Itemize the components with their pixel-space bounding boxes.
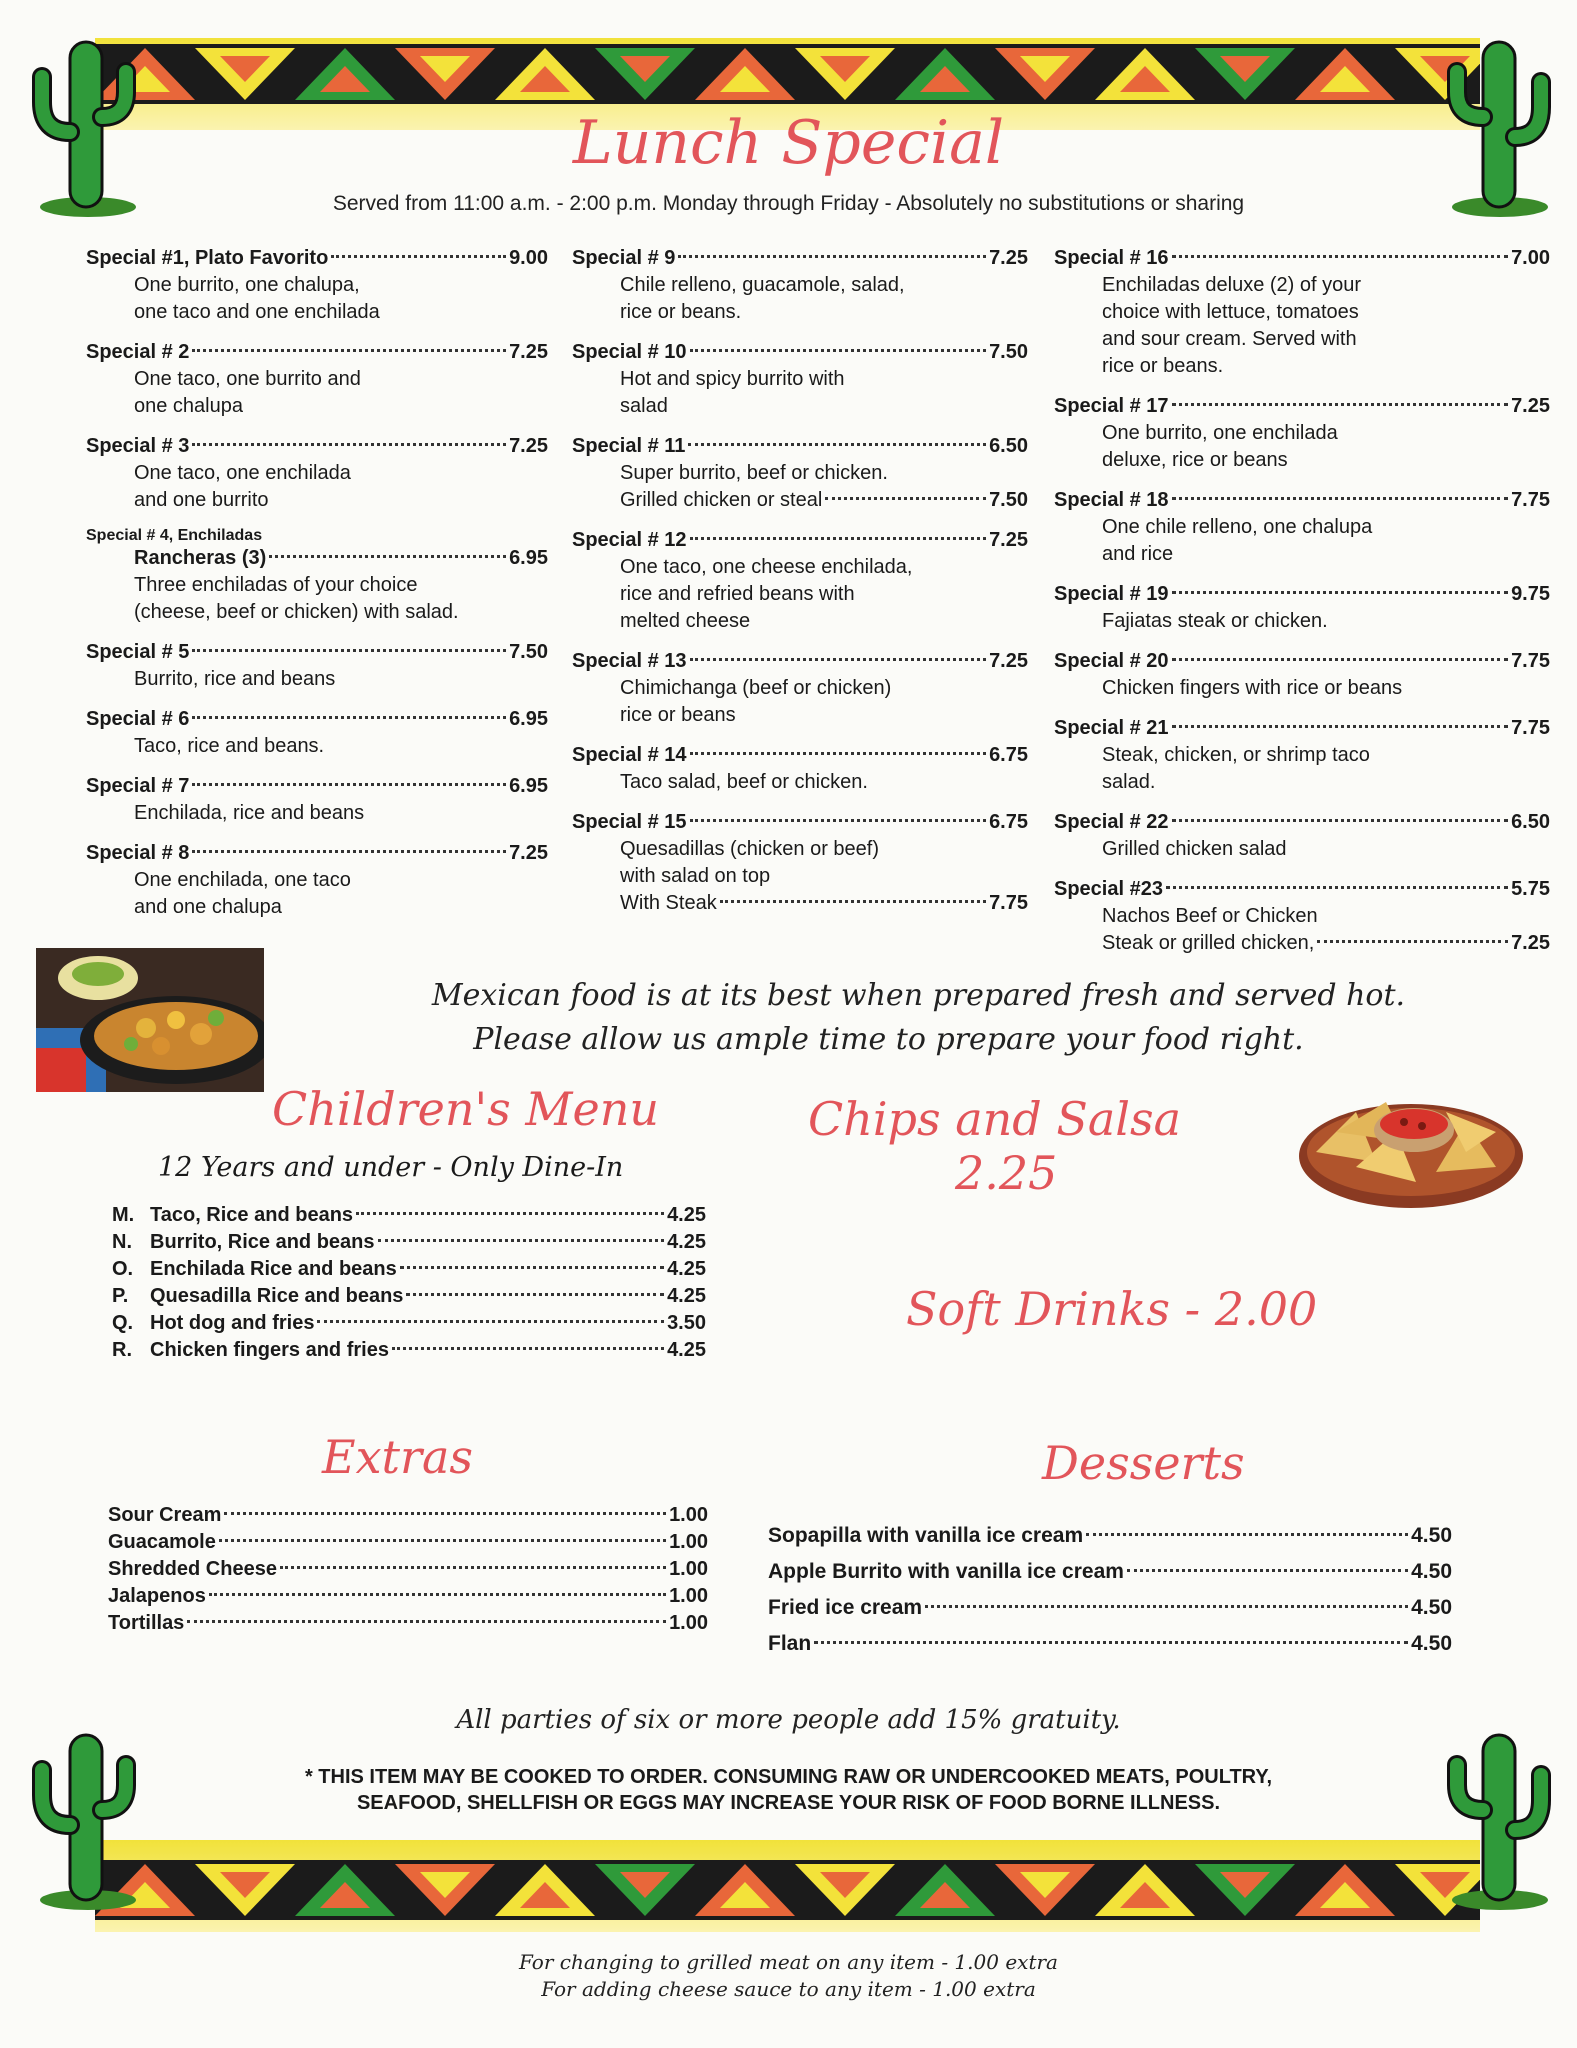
- menu-item-name: Special # 5: [86, 641, 190, 663]
- childrens-menu-list: [112, 1202, 706, 1364]
- menu-item-price: 7.25: [989, 650, 1028, 672]
- menu-item-description: Burrito, rice and beans: [134, 668, 336, 690]
- extras-item: [108, 1556, 708, 1583]
- menu-item-option-row: [572, 487, 1028, 514]
- menu-item-option-label: Steak or grilled chicken,: [1102, 932, 1315, 954]
- dot-leader: [192, 443, 506, 446]
- extras-item: [108, 1529, 708, 1556]
- menu-item-description: Chicken fingers with rice or beans: [1102, 677, 1403, 699]
- service-hours-note: Served from 11:00 a.m. - 2:00 p.m. Monday through Friday - Absolutely no substitutions or sharing: [332, 192, 1245, 215]
- menu-item-option-price: 7.75: [989, 892, 1028, 914]
- desserts-title: Desserts: [1042, 1436, 1245, 1490]
- special-item: [1054, 581, 1550, 635]
- fajita-photo-icon: [36, 948, 264, 1092]
- childrens-menu-item: [112, 1229, 706, 1256]
- menu-item-description: deluxe, rice or beans: [1102, 449, 1288, 471]
- menu-item-name: Special # 3: [86, 435, 190, 457]
- childrens-item-code: M.: [112, 1204, 135, 1226]
- menu-item-name: Special # 12: [572, 529, 687, 551]
- dessert-item-price: 4.50: [1411, 1524, 1452, 1547]
- menu-item-description: Quesadillas (chicken or beef): [620, 838, 880, 860]
- menu-item-description: One burrito, one enchilada: [1102, 422, 1338, 444]
- menu-item-description: One taco, one cheese enchilada,: [620, 556, 913, 578]
- menu-item-row: [86, 706, 548, 733]
- special-item: [572, 339, 1028, 420]
- dot-leader: [219, 1539, 666, 1542]
- childrens-menu-item: [112, 1202, 706, 1229]
- special-item: [1054, 487, 1550, 568]
- menu-item-price: 6.95: [509, 547, 548, 569]
- menu-item-name: Special # 6: [86, 708, 190, 730]
- extras-item-name: Jalapenos: [108, 1585, 206, 1607]
- extras-item: [108, 1583, 708, 1610]
- special-item: [1054, 393, 1550, 474]
- warning-line-2: SEAFOOD, SHELLFISH OR EGGS MAY INCREASE YOUR RISK OF FOOD BORNE ILLNESS.: [356, 1792, 1221, 1814]
- menu-item-option-row: [572, 890, 1028, 917]
- menu-item-description: Chimichanga (beef or chicken): [620, 677, 892, 699]
- dessert-item-name: Apple Burrito with vanilla ice cream: [768, 1560, 1124, 1583]
- childrens-item-code: N.: [112, 1231, 132, 1253]
- dessert-item-price: 4.50: [1411, 1632, 1452, 1655]
- dessert-item: [768, 1518, 1452, 1554]
- childrens-item-code: P.: [112, 1285, 129, 1307]
- extras-item-name: Shredded Cheese: [108, 1558, 277, 1580]
- extras-item-price: 1.00: [669, 1558, 708, 1580]
- menu-item-price: 7.75: [1511, 717, 1550, 739]
- special-item: [1054, 715, 1550, 796]
- extras-item-price: 1.00: [669, 1612, 708, 1634]
- childrens-item-name: Chicken fingers and fries: [150, 1339, 389, 1361]
- childrens-menu-item: [112, 1283, 706, 1310]
- menu-item-name: Special # 11: [572, 435, 686, 457]
- menu-item-description: One burrito, one chalupa,: [134, 274, 360, 296]
- childrens-item-code: Q.: [112, 1312, 134, 1334]
- menu-item-description: and one burrito: [134, 489, 269, 511]
- special-item: [572, 648, 1028, 729]
- menu-item-name: Rancheras (3): [134, 547, 267, 569]
- dot-leader: [280, 1566, 666, 1569]
- menu-item-row: [1054, 393, 1550, 420]
- menu-item-description: One taco, one enchilada: [134, 462, 351, 484]
- special-item: [86, 840, 548, 921]
- menu-item-description: Super burrito, beef or chicken.: [620, 462, 888, 484]
- dot-leader: [331, 255, 506, 258]
- menu-item-name: Special # 17: [1054, 395, 1169, 417]
- special-item: [1054, 245, 1550, 380]
- dot-leader: [690, 752, 987, 755]
- extras-list: [108, 1502, 708, 1637]
- special-item: [86, 773, 548, 827]
- menu-item-description: One chile relleno, one chalupa: [1102, 516, 1373, 538]
- menu-item-price: 9.75: [1511, 583, 1550, 605]
- extras-title: Extras: [322, 1430, 474, 1484]
- dot-leader: [192, 850, 506, 853]
- menu-item-description: salad: [620, 395, 668, 417]
- childrens-item-price: 4.25: [667, 1258, 706, 1280]
- menu-item-row: [1054, 809, 1550, 836]
- menu-item-row: [1054, 648, 1550, 675]
- menu-item-row: [572, 433, 1028, 460]
- menu-item-description: and rice: [1102, 543, 1174, 565]
- menu-item-description: Steak, chicken, or shrimp taco: [1102, 744, 1370, 766]
- menu-item-description: and one chalupa: [134, 896, 282, 918]
- menu-item-description: and sour cream. Served with: [1102, 328, 1357, 350]
- specials-column-2: [572, 245, 1028, 930]
- dessert-item: [768, 1554, 1452, 1590]
- menu-item-description: Enchilada, rice and beans: [134, 802, 365, 824]
- bottom-decorative-band: [95, 1840, 1480, 1932]
- dot-leader: [269, 555, 506, 558]
- menu-item-row: [86, 639, 548, 666]
- dessert-item-name: Sopapilla with vanilla ice cream: [768, 1524, 1084, 1547]
- childrens-item-price: 3.50: [667, 1312, 706, 1334]
- menu-item-row: [86, 245, 548, 272]
- menu-item-description: One enchilada, one taco: [134, 869, 351, 891]
- special-item: [86, 706, 548, 760]
- dot-leader: [814, 1641, 1408, 1644]
- dot-leader: [690, 819, 987, 822]
- dot-leader: [720, 900, 986, 903]
- dot-leader: [688, 443, 986, 446]
- dot-leader: [187, 1620, 666, 1623]
- childrens-menu-item: [112, 1337, 706, 1364]
- dot-leader: [356, 1212, 664, 1215]
- dot-leader: [192, 649, 506, 652]
- menu-item-row: [1054, 487, 1550, 514]
- menu-item-row: [1054, 715, 1550, 742]
- menu-item-name: Special # 21: [1054, 717, 1169, 739]
- menu-item-row: [572, 648, 1028, 675]
- special-item: [86, 639, 548, 693]
- menu-item-price: 7.50: [989, 341, 1028, 363]
- menu-item-description: rice and refried beans with: [620, 583, 855, 605]
- dot-leader: [1127, 1569, 1408, 1572]
- menu-item-price: 6.75: [989, 744, 1028, 766]
- dot-leader: [1166, 886, 1508, 889]
- food-safety-warning: [180, 1764, 1397, 1816]
- dot-leader: [690, 658, 987, 661]
- childrens-item-name: Burrito, Rice and beans: [150, 1231, 375, 1253]
- extras-item-price: 1.00: [669, 1531, 708, 1553]
- childrens-item-code: O.: [112, 1258, 134, 1280]
- menu-item-description: salad.: [1102, 771, 1156, 793]
- menu-item-option-price: 7.25: [1511, 932, 1550, 954]
- menu-item-price: 6.50: [1511, 811, 1550, 833]
- dot-leader: [1086, 1533, 1408, 1536]
- special-item: [86, 339, 548, 420]
- menu-item-row: [1054, 245, 1550, 272]
- menu-item-description: Taco salad, beef or chicken.: [620, 771, 868, 793]
- dot-leader: [224, 1512, 666, 1515]
- special-item: [572, 527, 1028, 635]
- chips-salsa-title: Chips and Salsa: [808, 1092, 1182, 1146]
- menu-item-option-row: [1054, 930, 1550, 957]
- menu-item-description: rice or beans: [620, 704, 736, 726]
- menu-item-name: Special #1, Plato Favorito: [86, 247, 329, 269]
- menu-item-name: Special # 20: [1054, 650, 1169, 672]
- menu-item-description: one taco and one enchilada: [134, 301, 380, 323]
- childrens-menu-item: [112, 1310, 706, 1337]
- specials-column-3: [1054, 245, 1550, 970]
- childrens-item-name: Quesadilla Rice and beans: [150, 1285, 404, 1307]
- dot-leader: [690, 349, 987, 352]
- warning-line-1: * THIS ITEM MAY BE COOKED TO ORDER. CONSUMING RAW OR UNDERCOOKED MEATS, POULTRY,: [304, 1766, 1273, 1788]
- cactus-bottom-left-icon: [28, 1715, 138, 1915]
- special-item: [1054, 876, 1550, 957]
- menu-item-row: [86, 339, 548, 366]
- dot-leader: [690, 537, 987, 540]
- extras-item-name: Guacamole: [108, 1531, 216, 1553]
- dot-leader: [1172, 591, 1509, 594]
- menu-item-name: Special # 2: [86, 341, 190, 363]
- extras-item-price: 1.00: [669, 1585, 708, 1607]
- dot-leader: [925, 1605, 1408, 1608]
- dot-leader: [406, 1293, 664, 1296]
- menu-item-name: Special # 19: [1054, 583, 1169, 605]
- dot-leader: [825, 497, 986, 500]
- menu-item-description: Taco, rice and beans.: [134, 735, 325, 757]
- dot-leader: [192, 349, 506, 352]
- menu-item-description: Hot and spicy burrito with: [620, 368, 845, 390]
- special-item: [572, 245, 1028, 326]
- special-item: [86, 433, 548, 514]
- extras-item: [108, 1502, 708, 1529]
- menu-item-description: Chile relleno, guacamole, salad,: [620, 274, 905, 296]
- menu-item-row: [572, 527, 1028, 554]
- menu-item-price: 7.25: [509, 435, 548, 457]
- menu-item-description: Grilled chicken salad: [1102, 838, 1287, 860]
- childrens-item-price: 4.25: [667, 1231, 706, 1253]
- dot-leader: [1317, 940, 1508, 943]
- menu-item-price: 6.75: [989, 811, 1028, 833]
- childrens-item-name: Enchilada Rice and beans: [150, 1258, 397, 1280]
- menu-item-name: Special # 15: [572, 811, 687, 833]
- menu-item-price: 6.50: [989, 435, 1028, 457]
- childrens-menu-subtitle: 12 Years and under - Only Dine-In: [158, 1152, 624, 1183]
- menu-item-row: [572, 245, 1028, 272]
- menu-item-price: 7.50: [509, 641, 548, 663]
- soft-drinks-title: Soft Drinks - 2.00: [906, 1282, 1318, 1336]
- dot-leader: [1172, 658, 1509, 661]
- childrens-menu-item: [112, 1256, 706, 1283]
- menu-item-row: [1054, 581, 1550, 608]
- menu-item-row: [86, 545, 548, 572]
- dot-leader: [192, 783, 506, 786]
- special-item: [572, 433, 1028, 514]
- dot-leader: [1172, 497, 1509, 500]
- menu-item-name: Special # 7: [86, 775, 190, 797]
- dot-leader: [378, 1239, 665, 1242]
- menu-item-name: Special # 10: [572, 341, 687, 363]
- dot-leader: [678, 255, 986, 258]
- menu-item-price: 7.25: [989, 529, 1028, 551]
- extras-item-name: Tortillas: [108, 1612, 185, 1634]
- menu-item-description: rice or beans.: [620, 301, 742, 323]
- menu-item-price: 5.75: [1511, 878, 1550, 900]
- dot-leader: [392, 1347, 664, 1350]
- menu-item-price: 6.95: [509, 708, 548, 730]
- menu-item-name: Special # 16: [1054, 247, 1169, 269]
- menu-item-row: [572, 742, 1028, 769]
- special-item: [572, 809, 1028, 917]
- menu-item-row: [572, 809, 1028, 836]
- menu-item-price: 7.25: [989, 247, 1028, 269]
- dot-leader: [1172, 725, 1509, 728]
- menu-item-description: Three enchiladas of your choice: [134, 574, 418, 596]
- chips-salsa-price: 2.25: [955, 1146, 1058, 1200]
- gratuity-note: All parties of six or more people add 15% gratuity.: [456, 1705, 1121, 1735]
- menu-item-description: Fajiatas steak or chicken.: [1102, 610, 1328, 632]
- footer-line-1: For changing to grilled meat on any item - 1.00 extra: [519, 1950, 1058, 1974]
- menu-item-row: [572, 339, 1028, 366]
- menu-item-description: with salad on top: [620, 865, 771, 887]
- dot-leader: [400, 1266, 664, 1269]
- menu-item-description: One taco, one burrito and: [134, 368, 361, 390]
- dessert-item-price: 4.50: [1411, 1560, 1452, 1583]
- childrens-item-price: 4.25: [667, 1339, 706, 1361]
- childrens-item-price: 4.25: [667, 1285, 706, 1307]
- dot-leader: [209, 1593, 666, 1596]
- special-item: [86, 527, 548, 626]
- cactus-bottom-right-icon: [1445, 1715, 1555, 1915]
- extras-item-price: 1.00: [669, 1504, 708, 1526]
- specials-column-1: [86, 245, 548, 934]
- menu-item-price: 6.95: [509, 775, 548, 797]
- menu-item-price: 7.25: [1511, 395, 1550, 417]
- dessert-item-name: Fried ice cream: [768, 1596, 923, 1619]
- menu-item-name: Special # 18: [1054, 489, 1169, 511]
- dessert-item-name: Flan: [768, 1632, 812, 1655]
- dot-leader: [1172, 819, 1509, 822]
- menu-item-description: one chalupa: [134, 395, 243, 417]
- dot-leader: [317, 1320, 664, 1323]
- menu-item-price: 7.75: [1511, 489, 1550, 511]
- chips-salsa-photo-icon: [1296, 1072, 1526, 1212]
- childrens-menu-title: Children's Menu: [272, 1082, 659, 1136]
- menu-item-name: Special # 4, Enchiladas: [86, 527, 263, 544]
- menu-item-row: [86, 840, 548, 867]
- menu-item-name: Special # 13: [572, 650, 687, 672]
- childrens-item-name: Taco, Rice and beans: [150, 1204, 354, 1226]
- dot-leader: [1172, 255, 1509, 258]
- special-item: [1054, 648, 1550, 702]
- childrens-item-name: Hot dog and fries: [150, 1312, 315, 1334]
- dessert-item-price: 4.50: [1411, 1596, 1452, 1619]
- menu-item-option-label: Grilled chicken or steal: [620, 489, 823, 511]
- extras-item-name: Sour Cream: [108, 1504, 222, 1526]
- dessert-item: [768, 1590, 1452, 1626]
- menu-item-description: Enchiladas deluxe (2) of your: [1102, 274, 1362, 296]
- menu-item-row: [86, 433, 548, 460]
- menu-item-row: [1054, 876, 1550, 903]
- menu-item-description: Nachos Beef or Chicken: [1102, 905, 1318, 927]
- menu-item-description: melted cheese: [620, 610, 751, 632]
- special-item: [86, 245, 548, 326]
- menu-item-name: Special # 9: [572, 247, 676, 269]
- menu-item-name: Special # 14: [572, 744, 687, 766]
- menu-item-option-price: 7.50: [989, 489, 1028, 511]
- childrens-item-code: R.: [112, 1339, 132, 1361]
- page-title: Lunch Special: [572, 108, 1005, 178]
- menu-item-name: Special # 22: [1054, 811, 1169, 833]
- footer-line-2: For adding cheese sauce to any item - 1.00 extra: [541, 1977, 1036, 2001]
- desserts-list: [768, 1518, 1452, 1662]
- menu-item-price: 7.25: [509, 341, 548, 363]
- special-item: [1054, 809, 1550, 863]
- dot-leader: [1172, 403, 1509, 406]
- menu-item-name: Special #23: [1054, 878, 1163, 900]
- special-item: [572, 742, 1028, 796]
- extras-item: [108, 1610, 708, 1637]
- menu-item-price: 7.25: [509, 842, 548, 864]
- menu-item-price: 7.00: [1511, 247, 1550, 269]
- tagline-line-1: Mexican food is at its best when prepared fresh and served hot.: [431, 978, 1406, 1013]
- menu-item-name: Special # 8: [86, 842, 190, 864]
- menu-item-price: 7.75: [1511, 650, 1550, 672]
- menu-item-description: choice with lettuce, tomatoes: [1102, 301, 1359, 323]
- menu-item-description: (cheese, beef or chicken) with salad.: [134, 601, 459, 623]
- menu-item-option-label: With Steak: [620, 892, 717, 914]
- menu-item-price: 9.00: [509, 247, 548, 269]
- menu-item-description: rice or beans.: [1102, 355, 1224, 377]
- childrens-item-price: 4.25: [667, 1204, 706, 1226]
- dot-leader: [192, 716, 506, 719]
- dessert-item: [768, 1626, 1452, 1662]
- menu-item-row: [86, 773, 548, 800]
- tagline-line-2: Please allow us ample time to prepare your food right.: [473, 1022, 1304, 1057]
